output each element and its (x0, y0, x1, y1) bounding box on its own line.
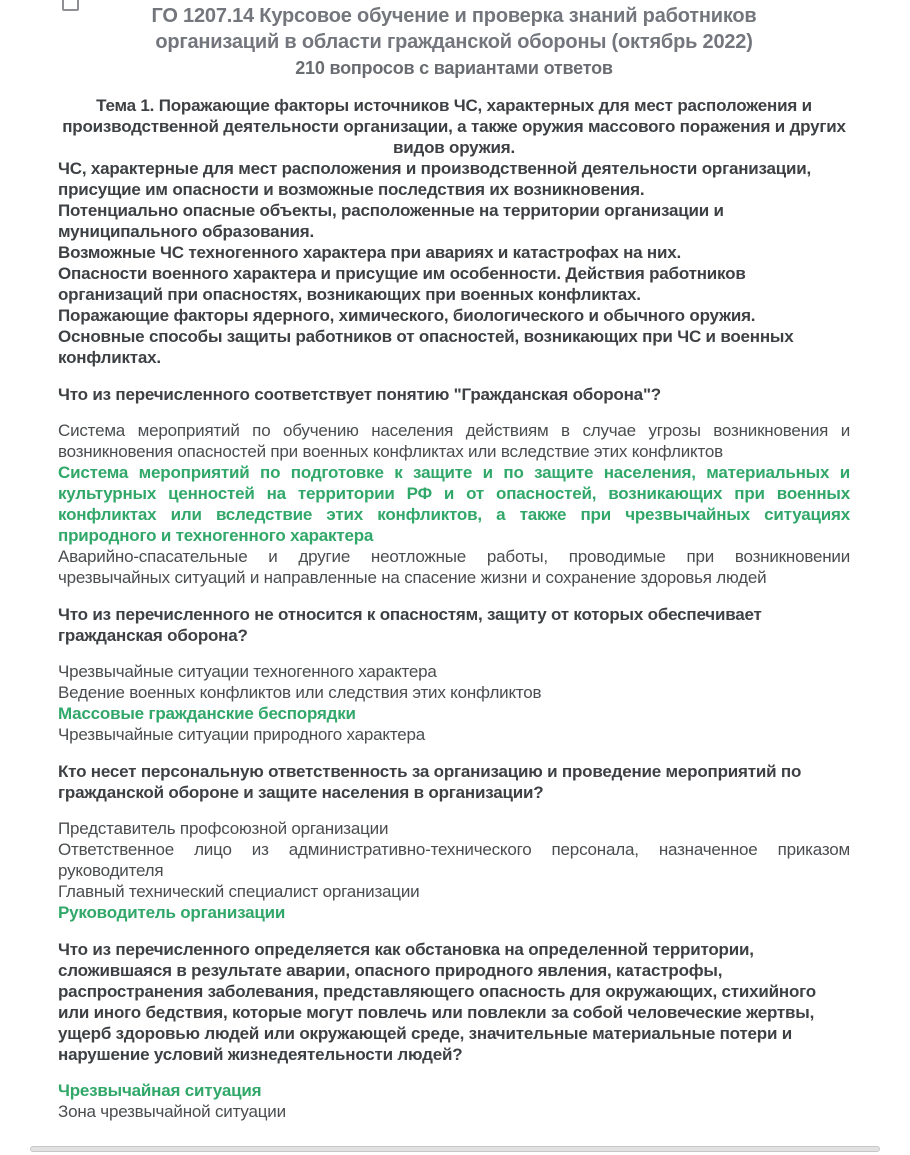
correct-answer-option: Чрезвычайная ситуация (58, 1081, 262, 1100)
options-list (58, 1080, 850, 1122)
answer-option: Ведение военных конфликтов или следствия этих конфликтов (58, 683, 542, 702)
horizontal-scrollbar[interactable] (30, 1146, 880, 1152)
topic-description-line: ЧС, характерные для мест расположения и производственной деятельности организации, присущие им опасности и возможные последствия их возникновения. (58, 159, 812, 199)
topic-description-line: Возможные ЧС техногенного характера при авариях и катастрофах на них. (58, 243, 682, 262)
answer-option: Чрезвычайные ситуации техногенного характера (58, 662, 437, 681)
options-list (58, 661, 850, 745)
topic-description-line: Поражающие факторы ядерного, химического, биологического и обычного оружия. (58, 306, 756, 325)
answer-option: Главный технический специалист организации (58, 882, 420, 901)
topic-description-line: Потенциально опасные объекты, расположенные на территории организации и муниципального образования. (58, 201, 724, 241)
options-list (58, 818, 850, 923)
topic-description-line: Опасности военного характера и присущие им особенности. Действия работников организаций при опасностях, возникающих при военных конфликтах. (58, 264, 746, 304)
options-list (58, 420, 850, 588)
question-text: Что из перечисленного не относится к опасностям, защиту от которых обеспечивает гражданская оборона? (58, 605, 762, 645)
question-text: Что из перечисленного соответствует понятию "Гражданская оборона"? (58, 385, 661, 404)
topic-description-line: Основные способы защиты работников от опасностей, возникающих при ЧС и военных конфликтах. (58, 327, 794, 367)
answer-option: Представитель профсоюзной организации (58, 819, 389, 838)
question-block (58, 384, 850, 588)
answer-option: Ответственное лицо из административно-технического персонала, назначенное приказом руководителя (58, 840, 850, 880)
correct-answer-option: Система мероприятий по подготовке к защите и по защите населения, материальных и культурных ценностей на территории РФ и от опасностей, возникающих при военных конфликтах или вследствие этих конфликтов, а также при чрезвычайных ситуациях природного и техногенного характера (58, 463, 850, 545)
correct-answer-option: Руководитель организации (58, 903, 286, 922)
question-block (58, 604, 850, 745)
page-title: ГО 1207.14 Курсовое обучение и проверка знаний работников организаций в области гражданской обороны (октябрь 2022) (151, 5, 757, 53)
question-text: Кто несет персональную ответственность за организацию и проведение мероприятий по гражданской обороне и защите населения в организации? (58, 762, 802, 802)
answer-option: Зона чрезвычайной ситуации (58, 1102, 286, 1121)
answer-option: Чрезвычайные ситуации природного характера (58, 725, 426, 744)
correct-answer-option: Массовые гражданские беспорядки (58, 704, 356, 723)
topic-description (58, 158, 850, 368)
questions-list (58, 384, 850, 1122)
checkbox-icon (62, 0, 79, 11)
question-block (58, 761, 850, 923)
answer-option: Аварийно-спасательные и другие неотложные работы, проводимые при возникновении чрезвычайных ситуаций и направленные на спасение жизни и сохранение здоровья людей (58, 547, 850, 587)
page-subtitle: 210 вопросов с вариантами ответов (295, 58, 613, 78)
question-text: Что из перечисленного определяется как обстановка на определенной территории, сложившаяся в результате аварии, опасного природного явления, катастрофы, распространения заболевания, представляющего опасность для окружающих, стихийного или иного бедствия, которые могут повлечь или повлекли за собой человеческие жертвы, ущерб здоровью людей или окружающей среде, значительные материальные потери и нарушение условий жизнедеятельности людей? (58, 940, 816, 1064)
topic-heading: Тема 1. Поражающие факторы источников ЧС, характерных для мест расположения и производственной деятельности организации, а также оружия массового поражения и других видов оружия. (62, 96, 846, 157)
question-block (58, 939, 850, 1122)
answer-option: Система мероприятий по обучению населения действиям в случае угрозы возникновения и возникновения опасностей при военных конфликтах или вследствие этих конфликтов (58, 421, 850, 461)
